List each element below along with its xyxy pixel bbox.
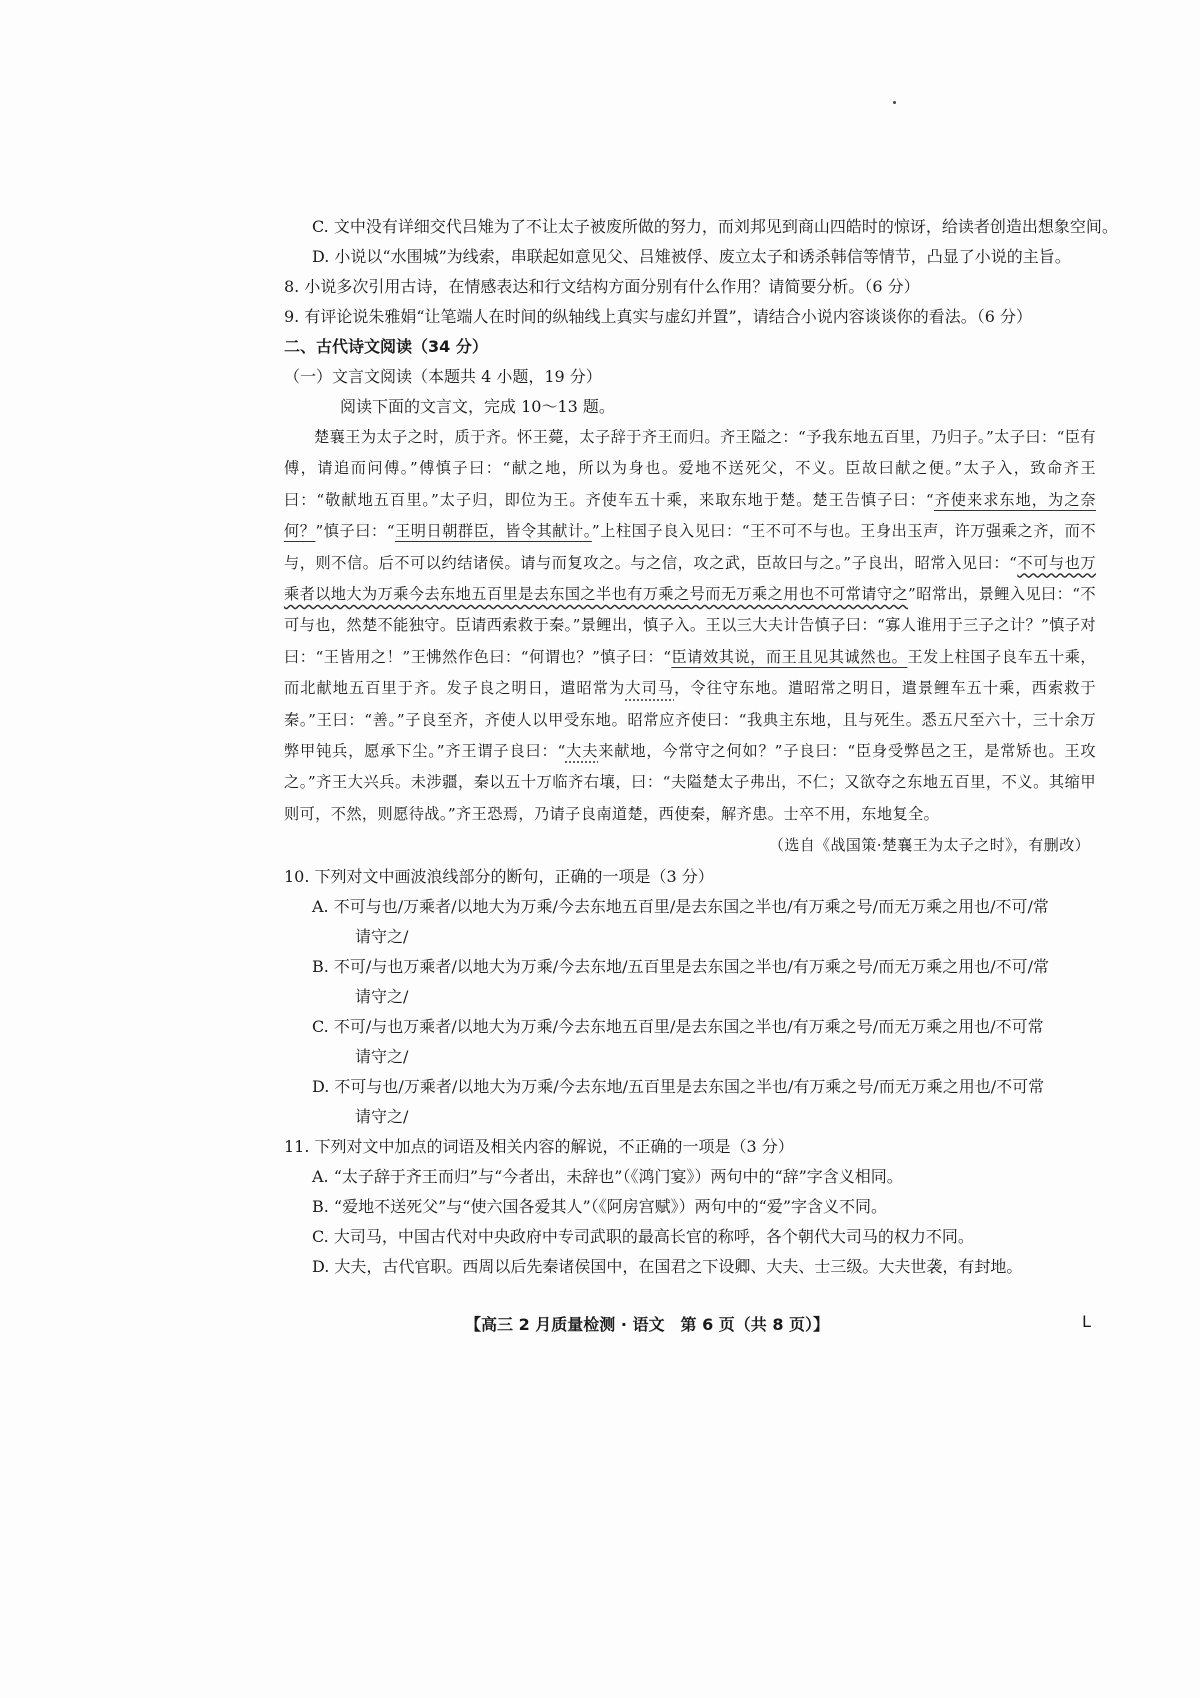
passage-text: 楚襄王为太子之时，质于齐。怀王薨，太子辞于齐王而归。齐王隘之：“予我东地五百里，乃归子。”太子曰：“臣有傅，请追而问傅。”傅慎子曰：“献之地，所以为身也。爱地不送死父，不义。臣故曰献之便。”太子入，致命齐王曰：“敬献地五百里。”太子归，即位为王。齐使车五十乘，来取东地于楚。楚王告慎子曰：“ bbox=[284, 428, 1096, 509]
passage-text: ”慎子曰：“ bbox=[315, 522, 395, 541]
underlined-sentence: 臣请效其说，而王且见其诚然也。 bbox=[671, 647, 908, 666]
dotted-term: 大司马 bbox=[625, 679, 675, 698]
option-c-q7: C. 文中没有详细交代吕雉为了不让太子被废所做的努力，而刘邦见到商山四皓时的惊讶，给读者创造出想象空间。 bbox=[312, 217, 1118, 236]
q10-option-b: B. 不可/与也万乘者/以地大为万乘/今去东地/五百里是去东国之半也/有万乘之号/而无万乘之用也/不可/常 bbox=[312, 956, 1050, 976]
q11-option-d: D. 大夫，古代官职。西周以后先秦诸侯国中，在国君之下设卿、大夫、士三级。大夫世袭，有封地。 bbox=[312, 1256, 1023, 1276]
section-title-ancient-reading: 二、古代诗文阅读（34 分） bbox=[284, 337, 488, 356]
question-11: 11. 下列对文中加点的词语及相关内容的解说，不正确的一项是（3 分） bbox=[284, 1136, 794, 1156]
passage-text: ”上柱国子良入见曰：“王不可不与也。王身出玉声，许万强乘之齐，而不与，则不信。后不可以约结诸侯。请与而复攻之。与之信，攻之武，臣故曰与之。”子良出，昭常入见曰：“ bbox=[284, 522, 1096, 572]
dotted-term: 大夫 bbox=[565, 742, 599, 761]
option-d-q7: D. 小说以“水围城”为线索，串联起如意见父、吕雉被俘、废立太子和诱杀韩信等情节，凸显了小说的主旨。 bbox=[312, 247, 1071, 266]
passage-paragraph bbox=[284, 422, 1096, 830]
passage-text: 王发上柱国子良车五十乘，而北献地五百里于齐。发子良之明日，遣昭常为 bbox=[284, 647, 1097, 698]
reading-instruction: 阅读下面的文言文，完成 10～13 题。 bbox=[340, 397, 615, 416]
q10-option-c: C. 不可/与也万乘者/以地大为万乘/今去东地五百里/是去东国之半也/有万乘之号/而无万乘之用也/不可常 bbox=[312, 1016, 1044, 1036]
page-content bbox=[284, 212, 1118, 1282]
question-9: 9. 有评论说朱雅娟“让笔端人在时间的纵轴线上真实与虚幻并置”，请结合小说内容谈谈你的看法。（6 分） bbox=[284, 307, 1032, 326]
passage-text: ”昭常出，景鲤入见曰：“不可与也，然楚不能独守。臣请西索救于秦。”景鲤出，慎子入。王以三大夫计告慎子曰：“寡人谁用于三子之计？”慎子对曰：“王皆用之！”王怫然作色曰：“何谓也？”慎子曰：“ bbox=[284, 585, 1097, 666]
footer-mark: L bbox=[1082, 1312, 1091, 1331]
passage-text: 来献地，今常守之何如？”子良曰：“臣身受弊邑之王，是常矫也。王攻之。”齐王大兴兵。未涉疆，秦以五十万临齐右壤，曰：“夫隘楚太子弗出，不仁；又欲夺之东地五百里，不义。其缩甲则可，不然，则愿待战。”齐王恐焉，乃请子良南道楚，西使秦，解齐患。士卒不用，东地复全。 bbox=[284, 742, 1096, 823]
wavy-underlined-passage: 不可与也万乘者以地大为万乘今去东地五百里是去东国之半也有万乘之号而无万乘之用也不可常请守之 bbox=[284, 553, 1097, 604]
page-footer bbox=[0, 1312, 1200, 1338]
q11-option-c: C. 大司马，中国古代对中央政府中专司武职的最高长官的称呼，各个朝代大司马的权力不同。 bbox=[312, 1226, 974, 1246]
q11-option-b: B. “爱地不送死父”与“使六国各爱其人”（《阿房宫赋》）两句中的“爱”字含义不同。 bbox=[312, 1196, 888, 1216]
q10-option-c-cont: 请守之/ bbox=[355, 1046, 409, 1066]
underlined-sentence: 齐使来求东地，为之奈何？ bbox=[284, 490, 1096, 541]
classical-passage bbox=[284, 422, 1096, 862]
scan-speck bbox=[893, 101, 896, 104]
passage-text: ，令往守东地。遣昭常之明日，遣景鲤车五十乘，西索救于秦。”王曰：“善。”子良至齐，齐使人以甲受东地。昭常应齐使曰：“我典主东地，且与死生。悉五尺至六十，三十余万弊甲钝兵，愿承下尘。”齐王谓子良曰：“ bbox=[284, 679, 1097, 761]
subsection-classical-reading: （一）文言文阅读（本题共 4 小题，19 分） bbox=[284, 367, 602, 386]
question-10: 10. 下列对文中画波浪线部分的断句，正确的一项是（3 分） bbox=[284, 866, 714, 886]
q10-option-d: D. 不可与也/万乘者/以地大为万乘/今去东地/五百里是去东国之半也/有万乘之号/而无万乘之用也/不可常 bbox=[312, 1076, 1045, 1096]
underlined-sentence: 王明日朝群臣，皆令其献计。 bbox=[394, 522, 592, 541]
q10-option-b-cont: 请守之/ bbox=[355, 986, 409, 1006]
question-8: 8. 小说多次引用古诗，在情感表达和行文结构方面分别有什么作用？请简要分析。（6 分） bbox=[284, 277, 920, 296]
passage-source: （选自《战国策·楚襄王为太子之时》，有删改） bbox=[768, 836, 1090, 855]
footer-title: 【高三 2 月质量检测 · 语文 第 6 页（共 8 页）】 bbox=[465, 1315, 830, 1334]
q10-option-a: A. 不可与也/万乘者/以地大为万乘/今去东地五百里/是去东国之半也/有万乘之号/而无万乘之用也/不可/常 bbox=[312, 896, 1049, 916]
q11-option-a: A. “太子辞于齐王而归”与“今者出，未辞也”（《鸿门宴》）两句中的“辞”字含义相同。 bbox=[312, 1166, 903, 1186]
q10-option-d-cont: 请守之/ bbox=[355, 1106, 409, 1126]
q10-option-a-cont: 请守之/ bbox=[355, 926, 409, 946]
